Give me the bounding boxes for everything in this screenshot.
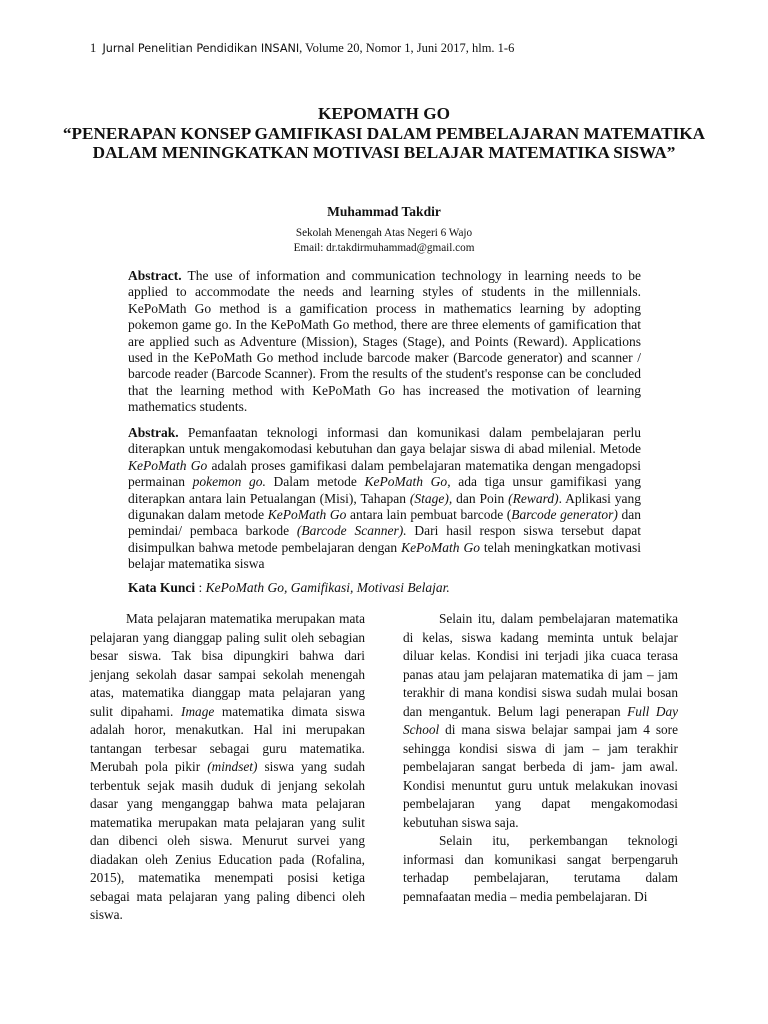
- abstract-english: [128, 268, 641, 416]
- abstrak-text: , ada tiga unsur gamifikasi yang diterapkan antara lain Petualangan (Misi), Tahapan: [128, 474, 641, 506]
- abstrak-text: dan pemindai/ pembaca barkode: [128, 507, 641, 539]
- abstrak-text: . Aplikasi yang digunakan dalam metode: [128, 490, 641, 523]
- abstrak-text: dan Poin: [452, 490, 509, 506]
- keywords-text: KePoMath Go, Gamifikasi, Motivasi Belajar.: [205, 580, 450, 595]
- abstrak-italic: (Reward): [508, 490, 559, 506]
- author-email: Email: dr.takdirmuhammad@gmail.com: [293, 241, 475, 254]
- body-italic: Image: [181, 703, 215, 719]
- body-text: Selain itu, dalam pembelajaran matematika di kelas, siswa kadang meminta untuk belajar diluar kelas. Kondisi ini terjadi jika cuaca terasa panas atau jam pelajaran matematika di jam – jam terakhir di mana kondisi siswa sudah mulai bosan dan mengantuk. Belum lagi penerapan: [403, 611, 678, 719]
- title-block: [60, 104, 708, 162]
- abstract-indonesian: [128, 425, 641, 573]
- abstrak-italic: pokemon go.: [192, 474, 266, 490]
- abstrak-text: telah meningkatkan motivasi belajar matematika siswa: [128, 539, 641, 572]
- body-text: di mana siswa belajar sampai jam 4 sore sehingga kondisi siswa di jam – jam terakhir pembelajaran sangat berbeda di jam- jam awal. Kondisi menuntut guru untuk melakukan inovasi pembelajaran yang dapat mengakomodasi kebutuhan siswa saja.: [403, 722, 678, 830]
- keywords-separator: :: [195, 580, 206, 595]
- body-column-left: [90, 610, 365, 925]
- running-header: [90, 41, 514, 56]
- abstrak-text: Dari hasil respon siswa tersebut dapat disimpulkan bahwa metode pembelajaran dengan: [128, 523, 641, 555]
- abstrak-text: Pemanfaatan teknologi informasi dan komunikasi dalam pembelajaran perlu diterapkan untuk mengakomodasi kebutuhan dan gaya belajar siswa di abad milenial. Metode: [128, 425, 641, 457]
- abstrak-italic: KePoMath Go: [267, 507, 347, 523]
- abstract-text: The use of information and communication technology in learning needs to be applied to accommodate the needs and learning styles of students in the millennials. KePoMath Go method is a gamification process in mathematics learning by adopting pokemon game go. In the KePoMath Go method, there are three elements of gamification that are applied such as Adventure (Mission), Stages (Stage), and Points (Reward). Applications used in the KePoMath Go method include barcode maker (Barcode generator) and scanner / barcode reader (Barcode Scanner). From the results of the student's response can be concluded that the learning method with KePoMath Go has increased the motivation of learning mathematics students.: [128, 268, 641, 415]
- body-column-right: [403, 610, 678, 906]
- body-italic: Full Day School: [403, 703, 678, 737]
- abstrak-italic: Barcode generator): [511, 507, 618, 523]
- body-paragraph: Selain itu, perkembangan teknologi informasi dan komunikasi sangat berpengaruh terhadap pembelajaran, terutama dalam pemnafaatan media – media pembelajaran. Di: [403, 833, 678, 904]
- abstrak-italic: KePoMath Go: [128, 457, 208, 473]
- abstrak-italic: (Stage),: [409, 490, 453, 506]
- page-number: 1: [90, 41, 97, 55]
- abstrak-text: adalah proses gamifikasi dalam pembelajaran matematika dengan mengadopsi permainan: [128, 457, 641, 490]
- keywords: [128, 580, 641, 596]
- body-paragraph: [403, 610, 678, 832]
- abstrak-text: Dalam metode: [265, 474, 365, 490]
- abstrak-label: Abstrak.: [128, 425, 179, 440]
- abstrak-text: antara lain pembuat barcode (: [346, 507, 512, 523]
- body-text: siswa yang sudah terbentuk sejak masih duduk di jenjang sekolah dasar yang menganggap bahwa mata pelajaran matematika merupakan mata pelajaran yang sulit dan dibenci oleh siswa. Menurut survei yang diadakan oleh Zenius Education pada (Rofalina, 2015), matematika menempati posisi ketiga sebagai mata pelajaran yang paling dibenci oleh siswa.: [90, 759, 366, 922]
- paper-title: KEPOMATH GO: [318, 104, 450, 123]
- body-text: Mata pelajaran matematika merupakan mata pelajaran yang dianggap paling sulit oleh sebagian besar siswa. Tak bisa dipungkiri bahwa dari jenjang sekolah dasar sampai sekolah menengah atas, matematika dianggap mata pelajaran yang sulit dipahami.: [90, 611, 365, 719]
- body-italic: (mindset): [207, 759, 258, 774]
- author-block: [60, 204, 708, 255]
- body-paragraph: [90, 610, 365, 925]
- keywords-label: Kata Kunci: [128, 580, 196, 595]
- paper-subtitle: “PENERAPAN KONSEP GAMIFIKASI DALAM PEMBELAJARAN MATEMATIKA DALAM MENINGKATKAN MOTIVASI BELAJAR MATEMATIKA SISWA”: [62, 123, 706, 162]
- journal-issue: , Volume 20, Nomor 1, Juni 2017, hlm. 1-6: [299, 41, 515, 55]
- author-affiliation: Sekolah Menengah Atas Negeri 6 Wajo: [295, 227, 473, 239]
- abstrak-italic: KePoMath Go: [364, 474, 448, 490]
- body-text: matematika dimata siswa adalah horor, menakutkan. Hal ini merupakan tantangan terbesar sebagai guru matematika. Merubah pola pikir: [90, 703, 365, 774]
- author-name: Muhammad Takdir: [327, 204, 441, 219]
- journal-name: Jurnal Penelitian Pendidikan INSANI: [102, 42, 300, 55]
- abstrak-italic: (Barcode Scanner).: [296, 523, 407, 539]
- abstract-label: Abstract.: [128, 268, 182, 283]
- abstrak-italic: KePoMath Go: [401, 539, 480, 555]
